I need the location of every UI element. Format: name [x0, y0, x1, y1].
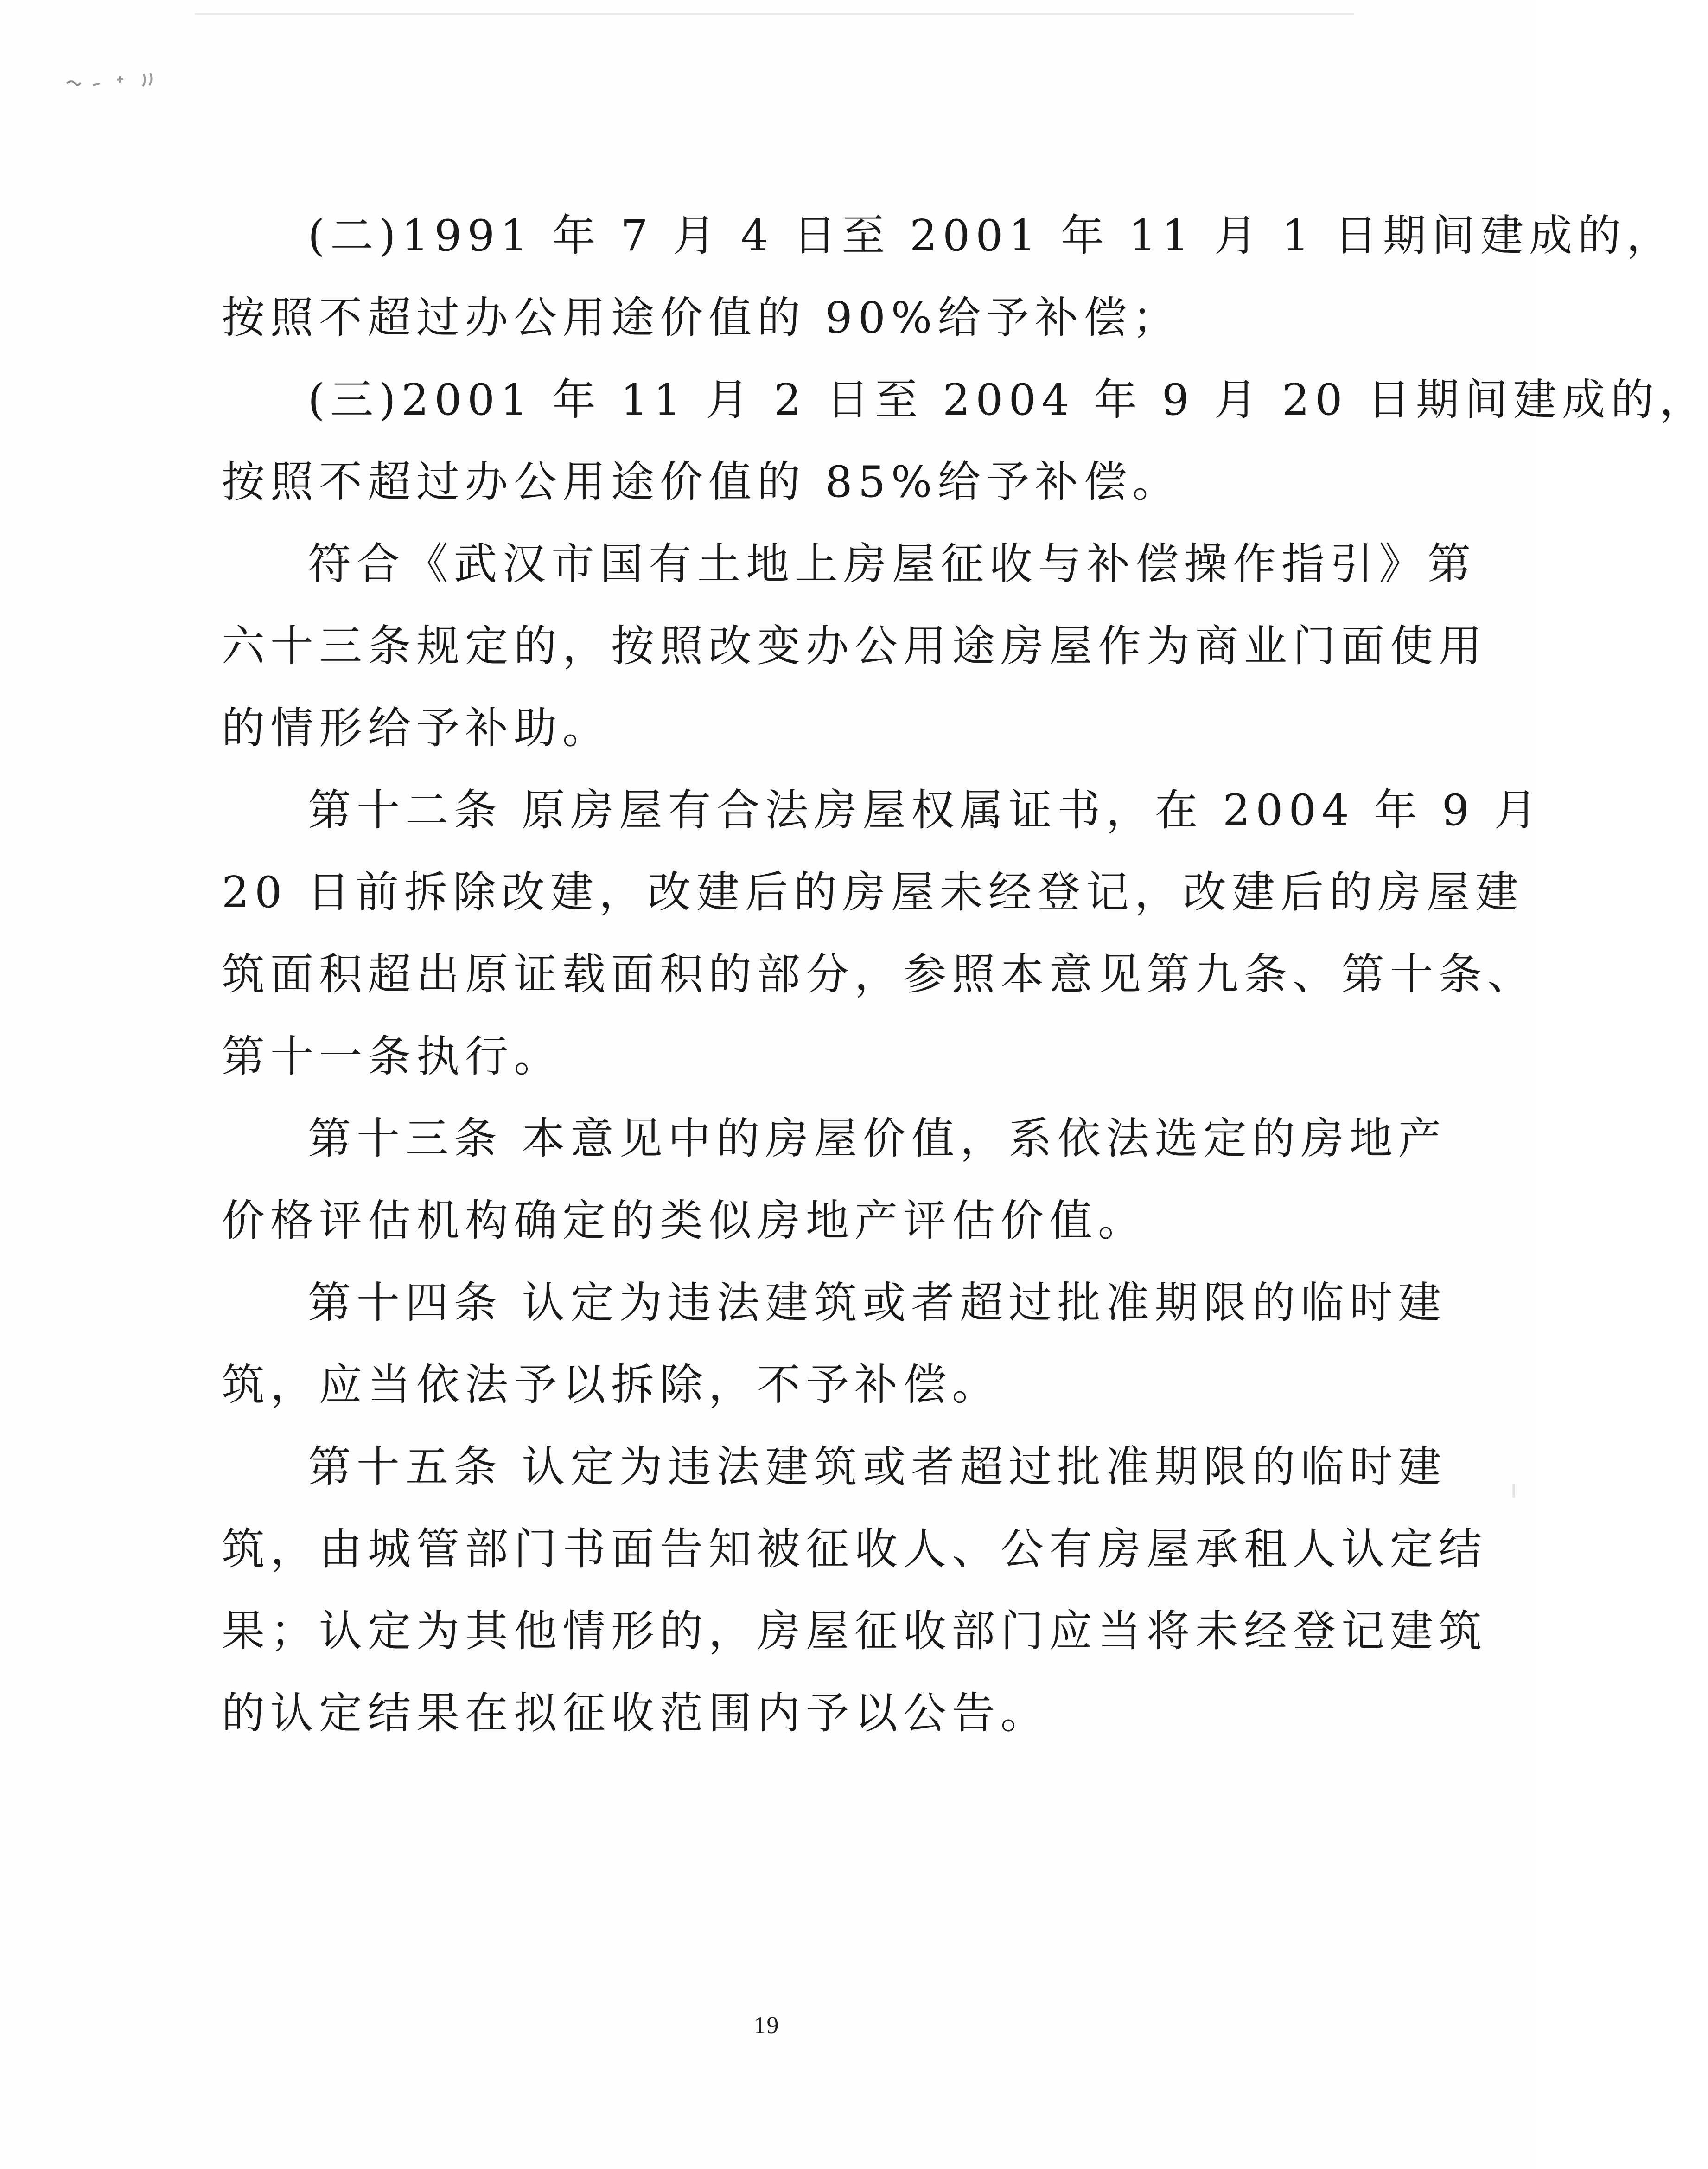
text-line: 果；认定为其他情形的，房屋征收部门应当将未经登记建筑 [222, 1606, 1487, 1656]
text-line: 第十二条 原房屋有合法房屋权属证书，在 2004 年 9 月 [308, 785, 1543, 835]
text-line: 第十一条执行。 [222, 1031, 562, 1081]
text-line: 的认定结果在拟征收范围内予以公告。 [222, 1688, 1049, 1738]
text-line: 20 日前拆除改建，改建后的房屋未经登记，改建后的房屋建 [222, 867, 1524, 917]
paragraph-clause-11-guideline [222, 523, 1487, 769]
text-line: 筑，由城管部门书面告知被征收人、公有房屋承租人认定结 [222, 1524, 1487, 1574]
paragraph-clause-13 [222, 1098, 1447, 1262]
text-line: 筑面积超出原证载面积的部分，参照本意见第九条、第十条、 [222, 949, 1536, 999]
document-body [222, 195, 1708, 1754]
text-line: 符合《武汉市国有土地上房屋征收与补偿操作指引》第 [308, 539, 1476, 589]
scan-speck [1512, 1484, 1515, 1498]
text-line: 筑，应当依法予以拆除，不予补偿。 [222, 1360, 1001, 1410]
page-number: 19 [753, 2012, 780, 2039]
text-line: 的情形给予补助。 [222, 703, 611, 753]
text-line: (三)2001 年 11 月 2 日至 2004 年 9 月 20 日期间建成的， [308, 375, 1708, 425]
text-line: 按照不超过办公用途价值的 85%给予补偿。 [222, 457, 1181, 507]
text-line: 按照不超过办公用途价值的 90%给予补偿； [222, 293, 1181, 343]
paragraph-clause-11-item-3 [222, 359, 1708, 523]
text-line: 第十四条 认定为违法建筑或者超过批准期限的临时建 [308, 1278, 1447, 1328]
scan-corner-marks [65, 65, 167, 93]
scan-edge-line [195, 13, 1354, 15]
text-line: 价格评估机构确定的类似房地产评估价值。 [222, 1196, 1147, 1246]
text-line: 第十三条 本意见中的房屋价值，系依法选定的房地产 [308, 1113, 1447, 1164]
paragraph-clause-12 [222, 769, 1543, 1098]
paragraph-clause-11-item-2 [222, 195, 1675, 359]
text-line: 第十五条 认定为违法建筑或者超过批准期限的临时建 [308, 1442, 1447, 1492]
text-line: 六十三条规定的，按照改变办公用途房屋作为商业门面使用 [222, 621, 1487, 671]
paragraph-clause-15 [222, 1426, 1487, 1754]
paragraph-clause-14 [222, 1262, 1447, 1426]
text-line: (二)1991 年 7 月 4 日至 2001 年 11 月 1 日期间建成的， [308, 211, 1675, 261]
